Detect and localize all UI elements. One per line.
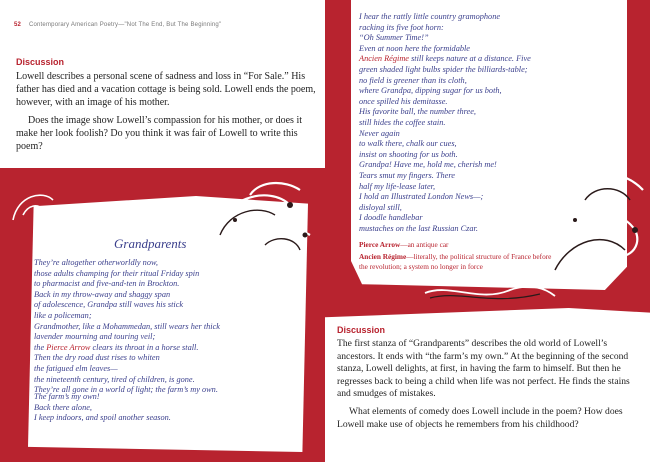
poem-fragment: still keeps nature at a distance. Five — [409, 54, 531, 64]
poem-line: lavender mourning and touring veil; — [34, 332, 156, 342]
poem-line: I keep indoors, and spoil another season. — [34, 413, 171, 423]
poem-line: I hear the rattly little country gramophone — [359, 12, 501, 21]
right-page — [325, 0, 650, 462]
right-discussion-title: Discussion — [337, 325, 386, 335]
poem-line: those adults champing for their ritual Friday spin — [34, 268, 200, 278]
right-discussion-paragraph-1: The first stanza of “Grandparents” describes the old world of Lowell’s ancestors. It ends with “the farm’s my own.” At the beginning of the second stanza, Lowell delights, at first, in having the farm to himself. But then he regresses back to being a child when life was not perfect. He finds the stains and smudges of mistakes. — [337, 338, 630, 400]
poem-line: “Oh Summer Time!” — [359, 33, 429, 43]
glossary-definition: —literally, the political structure of France before the revolution; a system no longer in force — [359, 252, 552, 271]
poem-line: the fatigued elm leaves— — [34, 363, 118, 373]
poem-line: to walk there, chalk our cues, — [359, 139, 457, 149]
poem-line: Even at noon here the formidable — [359, 43, 470, 53]
poem-line: mustaches on the last Russian Czar. — [359, 223, 478, 233]
poem-line: They’re altogether otherworldly now, — [34, 258, 158, 267]
running-title: Contemporary American Poetry—"Not The End, But The Beginning" — [28, 22, 222, 28]
poem-fragment: clears its throat in a horse stall. — [90, 342, 199, 352]
poem-title: Grandparents — [114, 236, 187, 251]
glossary — [359, 240, 559, 271]
poem-line: I hold an Illustrated London News—; — [359, 192, 484, 202]
glossary-definition: —an antique car — [400, 240, 449, 249]
left-discussion-paragraph-1: Lowell describes a personal scene of sadness and loss in “For Sale.” His father has died and a vacation cottage is being sold. Lowell ends the poem, however, with an image of his mother. — [16, 71, 316, 108]
poem-line: Never again — [359, 128, 400, 138]
right-discussion-paragraph-2: What elements of comedy does Lowell include in the poem? How does Lowell make use of objects he remembers from his childhood? — [337, 405, 623, 430]
left-discussion-paragraph-2: Does the image show Lowell’s compassion for his mother, or does it make her look foolish? Do you think it was fair of Lowell to write this poem? — [16, 115, 302, 152]
poem-stanza-2 — [34, 392, 171, 424]
poem-fragment: the — [34, 342, 47, 352]
poem-line: The farm’s my own! — [34, 392, 100, 401]
arrow-swirl-icon — [420, 278, 560, 308]
right-discussion-body — [337, 338, 642, 436]
page-number: 52 — [14, 22, 22, 28]
ancien-regime-term: Ancien Régime — [359, 54, 409, 64]
poem-line-regime — [359, 54, 531, 65]
corner-swirl-icon — [8, 185, 58, 225]
poem-line: still hides the coffee stain. — [359, 117, 446, 127]
poem-line: where Grandpa, dipping sugar for us both, — [359, 86, 502, 96]
poem-line: the nineteenth century, tired of children, is gone. — [34, 374, 195, 384]
left-discussion-body — [16, 70, 316, 158]
decorative-swirl-icon — [190, 175, 320, 265]
poem-line: disloyal still, — [359, 202, 402, 212]
poem-line: green shaded light bulbs spider the billiards-table; — [359, 64, 528, 74]
poem-line: once spilled his demitasse. — [359, 96, 448, 106]
running-head — [14, 22, 221, 28]
poem-line: Then the dry road dust rises to whiten — [34, 353, 160, 363]
poem-line: half my life-lease later, — [359, 181, 436, 191]
poem-line: to pharmacist and five-and-ten in Brockton. — [34, 279, 180, 289]
poem-line: Tears smut my fingers. There — [359, 170, 455, 180]
poem-line: racking its five foot horn: — [359, 22, 444, 32]
poem-line: I doodle handlebar — [359, 213, 423, 223]
poem-line-pierce — [34, 343, 220, 354]
glossary-entry — [359, 240, 559, 249]
glossary-entry — [359, 252, 559, 271]
poem-line: Grandmother, like a Mohammedan, still wears her thick — [34, 321, 220, 331]
poem-line: no field is greener than its cloth, — [359, 75, 467, 85]
poem-line: Back in my throw-away and shaggy span — [34, 289, 171, 299]
poem-line: His favorite ball, the number three, — [359, 107, 476, 117]
poem-line: Grandpa! Have me, hold me, cherish me! — [359, 160, 497, 170]
pierce-arrow-term: Pierce Arrow — [46, 342, 91, 352]
poem-stanza-1 — [34, 258, 220, 396]
poem-line: insist on shooting for us both. — [359, 149, 458, 159]
poem-line: Back there alone, — [34, 402, 92, 412]
poem-line: like a policeman; — [34, 310, 92, 320]
poem-continuation — [359, 12, 531, 234]
poem-line: They’re all gone in a world of light; the farm’s my own. — [34, 385, 218, 395]
poem-line: of adolescence, Grandpa still waves his stick — [34, 300, 184, 310]
glossary-term: Pierce Arrow — [359, 240, 401, 249]
left-discussion-title: Discussion — [16, 57, 65, 67]
glossary-term: Ancien Régime — [359, 252, 407, 262]
